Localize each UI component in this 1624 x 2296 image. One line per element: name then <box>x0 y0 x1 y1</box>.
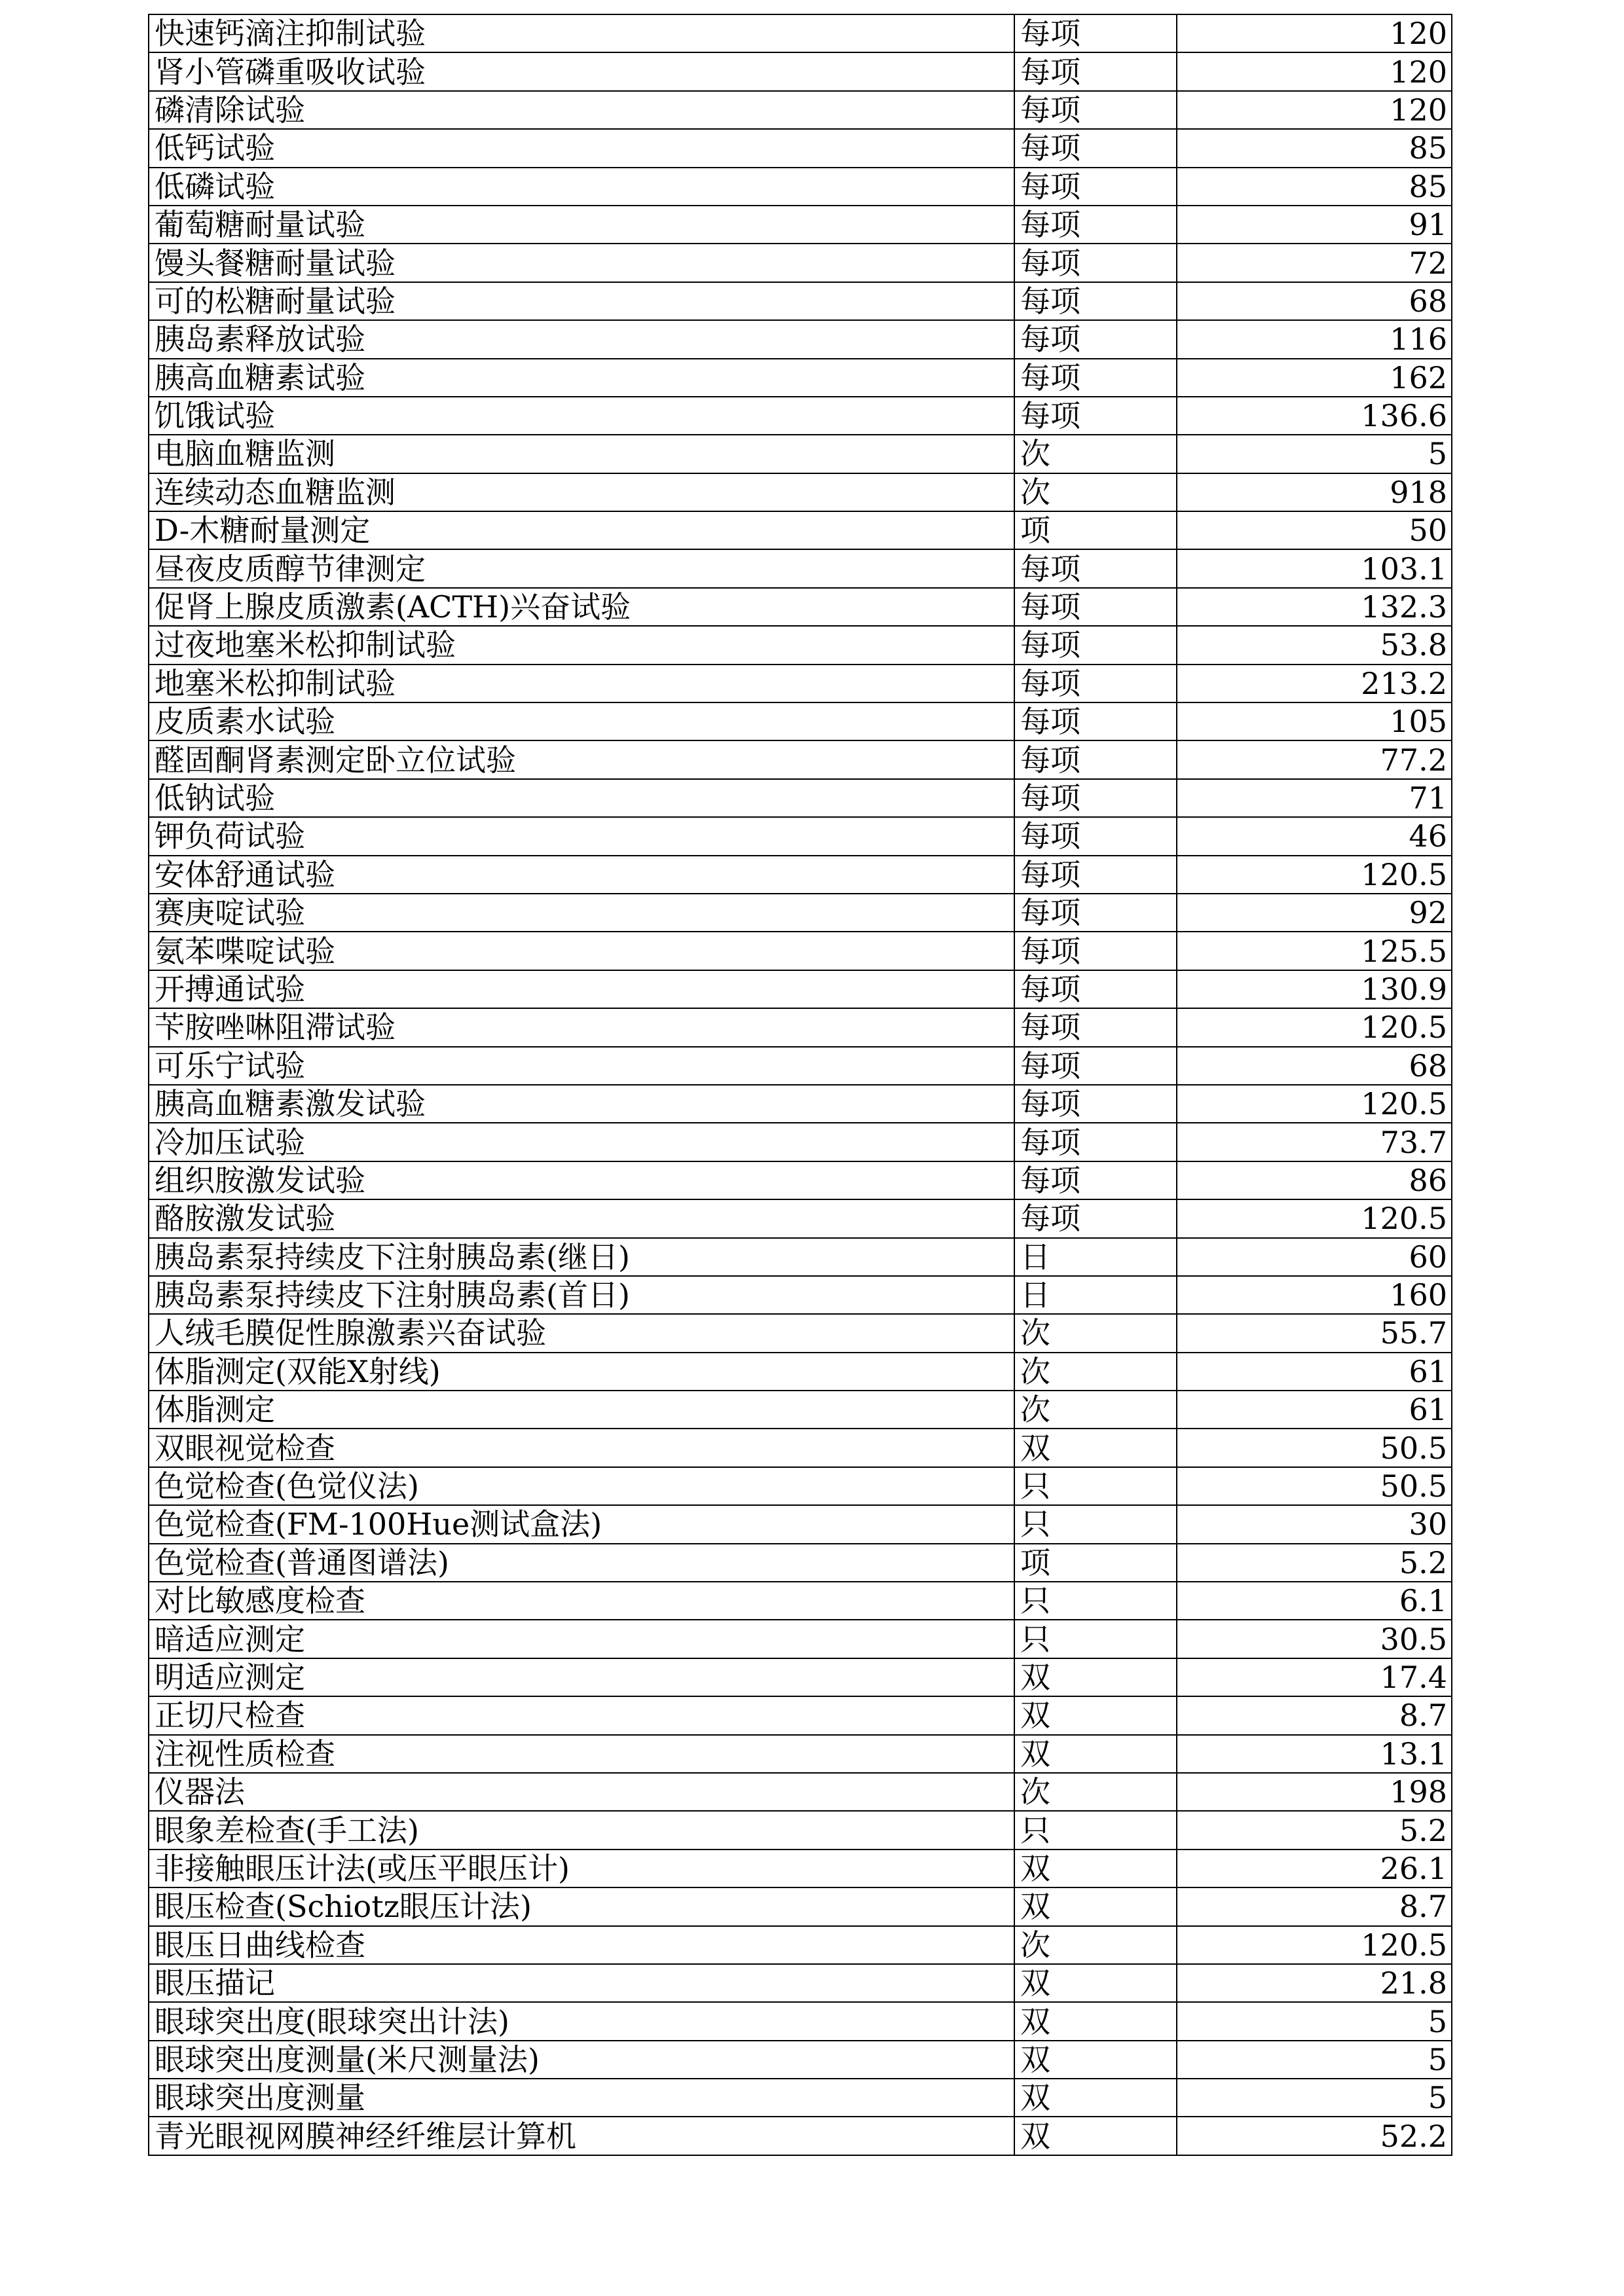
item-name-cell: 酪胺激发试验 <box>149 1199 1014 1237</box>
table-row <box>149 206 1452 244</box>
price-cell: 68 <box>1177 282 1452 320</box>
price-sheet <box>148 14 1451 2156</box>
price-cell: 120.5 <box>1177 1926 1452 1964</box>
price-cell: 5.2 <box>1177 1811 1452 1849</box>
item-name-cell: 地塞米松抑制试验 <box>149 665 1014 702</box>
price-cell: 8.7 <box>1177 1696 1452 1734</box>
price-cell: 160 <box>1177 1276 1452 1314</box>
table-row <box>149 1544 1452 1582</box>
unit-cell: 每项 <box>1014 702 1177 740</box>
table-row <box>149 702 1452 740</box>
item-name-cell: 低钙试验 <box>149 129 1014 167</box>
unit-cell: 每项 <box>1014 1085 1177 1123</box>
table-row <box>149 52 1452 90</box>
table-row <box>149 856 1452 894</box>
price-cell: 120 <box>1177 52 1452 90</box>
table-row <box>149 1735 1452 1773</box>
price-cell: 5 <box>1177 2041 1452 2079</box>
item-name-cell: 电脑血糖监测 <box>149 435 1014 473</box>
table-row <box>149 1887 1452 1925</box>
item-name-cell: 对比敏感度检查 <box>149 1582 1014 1620</box>
table-row <box>149 779 1452 817</box>
table-row <box>149 1238 1452 1276</box>
price-cell: 120 <box>1177 91 1452 129</box>
item-name-cell: 磷清除试验 <box>149 91 1014 129</box>
table-row <box>149 894 1452 932</box>
item-name-cell: 人绒毛膜促性腺激素兴奋试验 <box>149 1314 1014 1352</box>
unit-cell: 只 <box>1014 1620 1177 1658</box>
price-cell: 120.5 <box>1177 1199 1452 1237</box>
price-cell: 68 <box>1177 1047 1452 1085</box>
unit-cell: 双 <box>1014 2079 1177 2117</box>
price-cell: 198 <box>1177 1773 1452 1811</box>
unit-cell: 每项 <box>1014 740 1177 778</box>
unit-cell: 每项 <box>1014 91 1177 129</box>
unit-cell: 每项 <box>1014 397 1177 435</box>
price-cell: 50.5 <box>1177 1429 1452 1467</box>
unit-cell: 只 <box>1014 1467 1177 1505</box>
table-row <box>149 473 1452 511</box>
unit-cell: 项 <box>1014 511 1177 549</box>
price-table <box>148 14 1452 2156</box>
price-cell: 50 <box>1177 511 1452 549</box>
item-name-cell: 青光眼视网膜神经纤维层计算机 <box>149 2117 1014 2155</box>
price-cell: 85 <box>1177 168 1452 206</box>
item-name-cell: 肾小管磷重吸收试验 <box>149 52 1014 90</box>
item-name-cell: 馒头餐糖耐量试验 <box>149 244 1014 282</box>
item-name-cell: 连续动态血糖监测 <box>149 473 1014 511</box>
item-name-cell: 低磷试验 <box>149 168 1014 206</box>
price-cell: 125.5 <box>1177 932 1452 970</box>
table-row <box>149 91 1452 129</box>
unit-cell: 每项 <box>1014 320 1177 358</box>
item-name-cell: 促肾上腺皮质激素(ACTH)兴奋试验 <box>149 588 1014 626</box>
item-name-cell: 色觉检查(色觉仪法) <box>149 1467 1014 1505</box>
table-row <box>149 397 1452 435</box>
item-name-cell: 低钠试验 <box>149 779 1014 817</box>
price-cell: 120.5 <box>1177 1008 1452 1046</box>
unit-cell: 只 <box>1014 1811 1177 1849</box>
table-row <box>149 1658 1452 1696</box>
unit-cell: 每项 <box>1014 549 1177 587</box>
price-cell: 5 <box>1177 435 1452 473</box>
item-name-cell: 皮质素水试验 <box>149 702 1014 740</box>
price-cell: 5.2 <box>1177 1544 1452 1582</box>
table-row <box>149 244 1452 282</box>
table-row <box>149 14 1452 52</box>
item-name-cell: 快速钙滴注抑制试验 <box>149 14 1014 52</box>
price-cell: 61 <box>1177 1353 1452 1391</box>
table-row <box>149 1964 1452 2002</box>
table-row <box>149 549 1452 587</box>
item-name-cell: 胰岛素泵持续皮下注射胰岛素(首日) <box>149 1276 1014 1314</box>
table-row <box>149 817 1452 855</box>
item-name-cell: 组织胺激发试验 <box>149 1161 1014 1199</box>
unit-cell: 双 <box>1014 1658 1177 1696</box>
table-row <box>149 932 1452 970</box>
price-cell: 71 <box>1177 779 1452 817</box>
table-row <box>149 168 1452 206</box>
unit-cell: 每项 <box>1014 282 1177 320</box>
unit-cell: 每项 <box>1014 665 1177 702</box>
item-name-cell: 仪器法 <box>149 1773 1014 1811</box>
item-name-cell: 可乐宁试验 <box>149 1047 1014 1085</box>
table-row <box>149 1085 1452 1123</box>
price-cell: 8.7 <box>1177 1887 1452 1925</box>
unit-cell: 次 <box>1014 1391 1177 1429</box>
price-cell: 116 <box>1177 320 1452 358</box>
unit-cell: 每项 <box>1014 168 1177 206</box>
price-cell: 91 <box>1177 206 1452 244</box>
price-cell: 85 <box>1177 129 1452 167</box>
table-row <box>149 2002 1452 2040</box>
unit-cell: 每项 <box>1014 1047 1177 1085</box>
item-name-cell: 安体舒通试验 <box>149 856 1014 894</box>
item-name-cell: 眼球突出度(眼球突出计法) <box>149 2002 1014 2040</box>
price-cell: 53.8 <box>1177 626 1452 664</box>
price-cell: 103.1 <box>1177 549 1452 587</box>
price-cell: 5 <box>1177 2002 1452 2040</box>
item-name-cell: 非接触眼压计法(或压平眼压计) <box>149 1850 1014 1887</box>
item-name-cell: 眼球突出度测量 <box>149 2079 1014 2117</box>
unit-cell: 每项 <box>1014 206 1177 244</box>
table-body <box>149 14 1452 2155</box>
table-row <box>149 1008 1452 1046</box>
unit-cell: 每项 <box>1014 129 1177 167</box>
item-name-cell: 苄胺唑啉阻滞试验 <box>149 1008 1014 1046</box>
table-row <box>149 1276 1452 1314</box>
price-cell: 105 <box>1177 702 1452 740</box>
item-name-cell: 暗适应测定 <box>149 1620 1014 1658</box>
price-cell: 120.5 <box>1177 1085 1452 1123</box>
item-name-cell: 明适应测定 <box>149 1658 1014 1696</box>
item-name-cell: 钾负荷试验 <box>149 817 1014 855</box>
price-cell: 73.7 <box>1177 1123 1452 1161</box>
table-row <box>149 2079 1452 2117</box>
item-name-cell: 胰岛素泵持续皮下注射胰岛素(继日) <box>149 1238 1014 1276</box>
price-cell: 213.2 <box>1177 665 1452 702</box>
unit-cell: 每项 <box>1014 1199 1177 1237</box>
unit-cell: 每项 <box>1014 1123 1177 1161</box>
price-cell: 17.4 <box>1177 1658 1452 1696</box>
table-row <box>149 511 1452 549</box>
item-name-cell: 过夜地塞米松抑制试验 <box>149 626 1014 664</box>
unit-cell: 每项 <box>1014 894 1177 932</box>
unit-cell: 双 <box>1014 1696 1177 1734</box>
item-name-cell: 氨苯喋啶试验 <box>149 932 1014 970</box>
table-row <box>149 1773 1452 1811</box>
unit-cell: 双 <box>1014 1964 1177 2002</box>
item-name-cell: 赛庚啶试验 <box>149 894 1014 932</box>
item-name-cell: 眼象差检查(手工法) <box>149 1811 1014 1849</box>
unit-cell: 日 <box>1014 1238 1177 1276</box>
table-row <box>149 740 1452 778</box>
unit-cell: 次 <box>1014 473 1177 511</box>
table-row <box>149 1620 1452 1658</box>
unit-cell: 每项 <box>1014 856 1177 894</box>
unit-cell: 每项 <box>1014 359 1177 397</box>
table-row <box>149 1850 1452 1887</box>
item-name-cell: 正切尺检查 <box>149 1696 1014 1734</box>
table-row <box>149 435 1452 473</box>
table-row <box>149 1467 1452 1505</box>
price-cell: 5 <box>1177 2079 1452 2117</box>
price-cell: 46 <box>1177 817 1452 855</box>
unit-cell: 双 <box>1014 1429 1177 1467</box>
table-row <box>149 2117 1452 2155</box>
price-cell: 72 <box>1177 244 1452 282</box>
item-name-cell: 胰高血糖素激发试验 <box>149 1085 1014 1123</box>
price-cell: 26.1 <box>1177 1850 1452 1887</box>
price-cell: 120.5 <box>1177 856 1452 894</box>
unit-cell: 双 <box>1014 1850 1177 1887</box>
table-row <box>149 1199 1452 1237</box>
item-name-cell: 色觉检查(普通图谱法) <box>149 1544 1014 1582</box>
unit-cell: 次 <box>1014 1773 1177 1811</box>
table-row <box>149 320 1452 358</box>
unit-cell: 项 <box>1014 1544 1177 1582</box>
table-row <box>149 1926 1452 1964</box>
item-name-cell: 色觉检查(FM-100Hue测试盒法) <box>149 1505 1014 1543</box>
item-name-cell: 可的松糖耐量试验 <box>149 282 1014 320</box>
unit-cell: 每项 <box>1014 779 1177 817</box>
price-cell: 918 <box>1177 473 1452 511</box>
unit-cell: 双 <box>1014 1887 1177 1925</box>
table-row <box>149 1582 1452 1620</box>
unit-cell: 双 <box>1014 2002 1177 2040</box>
table-row <box>149 1161 1452 1199</box>
price-cell: 162 <box>1177 359 1452 397</box>
unit-cell: 次 <box>1014 1314 1177 1352</box>
item-name-cell: 饥饿试验 <box>149 397 1014 435</box>
price-cell: 60 <box>1177 1238 1452 1276</box>
item-name-cell: 眼压日曲线检查 <box>149 1926 1014 1964</box>
item-name-cell: 体脂测定 <box>149 1391 1014 1429</box>
table-row <box>149 1123 1452 1161</box>
item-name-cell: 眼压描记 <box>149 1964 1014 2002</box>
price-cell: 13.1 <box>1177 1735 1452 1773</box>
item-name-cell: D-木糖耐量测定 <box>149 511 1014 549</box>
unit-cell: 每项 <box>1014 14 1177 52</box>
unit-cell: 每项 <box>1014 970 1177 1008</box>
table-row <box>149 282 1452 320</box>
unit-cell: 次 <box>1014 1353 1177 1391</box>
item-name-cell: 眼球突出度测量(米尺测量法) <box>149 2041 1014 2079</box>
unit-cell: 只 <box>1014 1505 1177 1543</box>
price-cell: 61 <box>1177 1391 1452 1429</box>
unit-cell: 双 <box>1014 1735 1177 1773</box>
item-name-cell: 胰高血糖素试验 <box>149 359 1014 397</box>
item-name-cell: 昼夜皮质醇节律测定 <box>149 549 1014 587</box>
price-cell: 21.8 <box>1177 1964 1452 2002</box>
price-cell: 50.5 <box>1177 1467 1452 1505</box>
price-cell: 136.6 <box>1177 397 1452 435</box>
table-row <box>149 1047 1452 1085</box>
table-row <box>149 2041 1452 2079</box>
item-name-cell: 双眼视觉检查 <box>149 1429 1014 1467</box>
unit-cell: 每项 <box>1014 932 1177 970</box>
item-name-cell: 体脂测定(双能X射线) <box>149 1353 1014 1391</box>
unit-cell: 每项 <box>1014 1161 1177 1199</box>
price-cell: 92 <box>1177 894 1452 932</box>
table-row <box>149 665 1452 702</box>
unit-cell: 双 <box>1014 2117 1177 2155</box>
unit-cell: 每项 <box>1014 52 1177 90</box>
price-cell: 120 <box>1177 14 1452 52</box>
table-row <box>149 626 1452 664</box>
unit-cell: 每项 <box>1014 588 1177 626</box>
table-row <box>149 359 1452 397</box>
unit-cell: 次 <box>1014 1926 1177 1964</box>
table-row <box>149 1505 1452 1543</box>
price-cell: 30 <box>1177 1505 1452 1543</box>
price-cell: 55.7 <box>1177 1314 1452 1352</box>
price-cell: 86 <box>1177 1161 1452 1199</box>
table-row <box>149 1429 1452 1467</box>
table-row <box>149 588 1452 626</box>
item-name-cell: 注视性质检查 <box>149 1735 1014 1773</box>
table-row <box>149 1314 1452 1352</box>
unit-cell: 只 <box>1014 1582 1177 1620</box>
table-row <box>149 129 1452 167</box>
table-row <box>149 1696 1452 1734</box>
item-name-cell: 葡萄糖耐量试验 <box>149 206 1014 244</box>
unit-cell: 每项 <box>1014 626 1177 664</box>
price-cell: 130.9 <box>1177 970 1452 1008</box>
unit-cell: 次 <box>1014 435 1177 473</box>
item-name-cell: 开搏通试验 <box>149 970 1014 1008</box>
price-cell: 52.2 <box>1177 2117 1452 2155</box>
item-name-cell: 眼压检查(Schiotz眼压计法) <box>149 1887 1014 1925</box>
unit-cell: 每项 <box>1014 244 1177 282</box>
unit-cell: 双 <box>1014 2041 1177 2079</box>
table-row <box>149 1353 1452 1391</box>
item-name-cell: 冷加压试验 <box>149 1123 1014 1161</box>
table-row <box>149 1811 1452 1849</box>
item-name-cell: 胰岛素释放试验 <box>149 320 1014 358</box>
price-cell: 132.3 <box>1177 588 1452 626</box>
unit-cell: 每项 <box>1014 817 1177 855</box>
item-name-cell: 醛固酮肾素测定卧立位试验 <box>149 740 1014 778</box>
price-cell: 6.1 <box>1177 1582 1452 1620</box>
table-row <box>149 1391 1452 1429</box>
table-row <box>149 970 1452 1008</box>
unit-cell: 日 <box>1014 1276 1177 1314</box>
price-cell: 30.5 <box>1177 1620 1452 1658</box>
price-cell: 77.2 <box>1177 740 1452 778</box>
unit-cell: 每项 <box>1014 1008 1177 1046</box>
